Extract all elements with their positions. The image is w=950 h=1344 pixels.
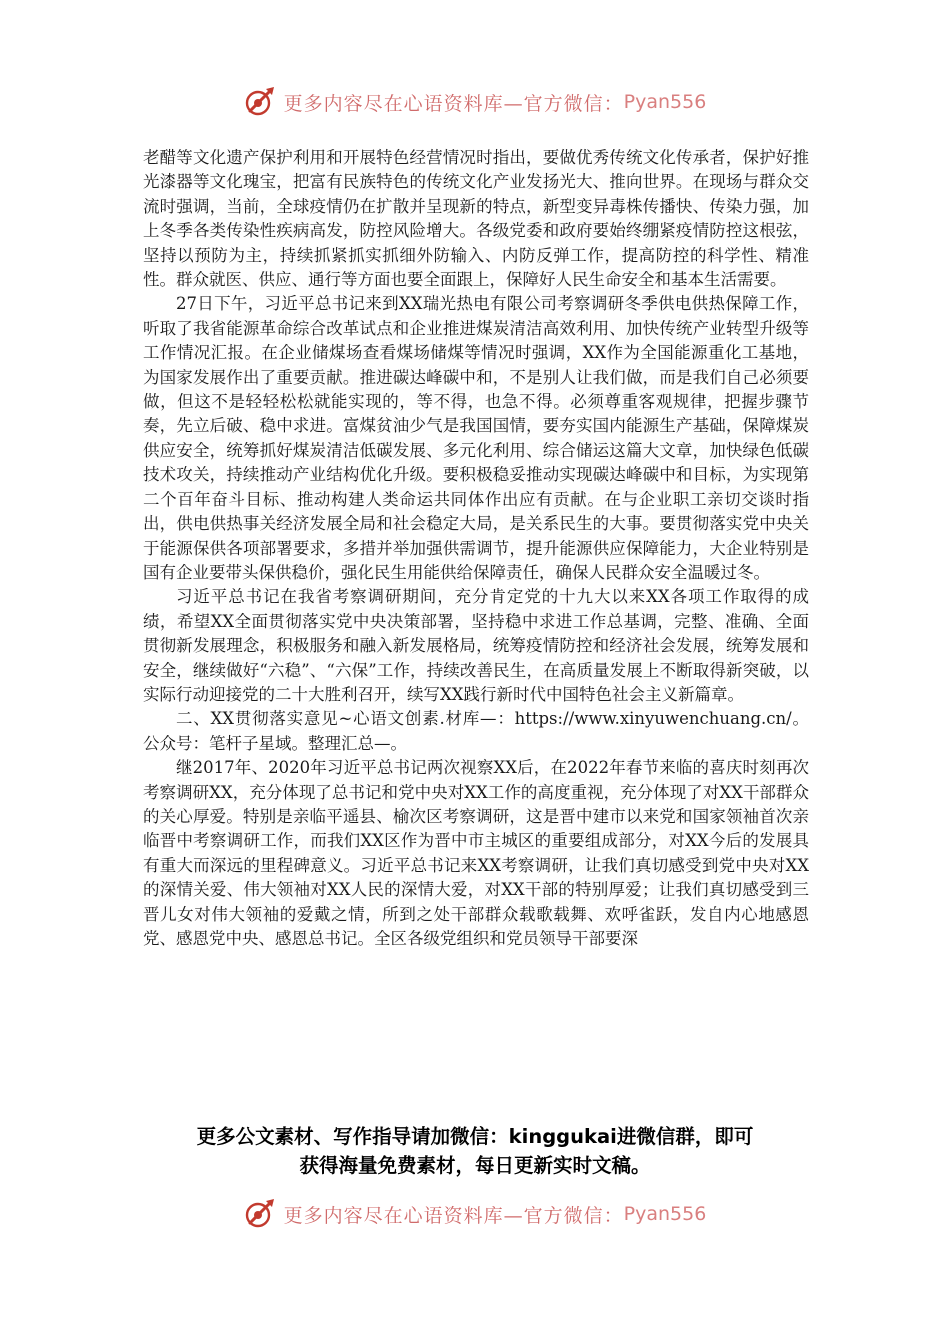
- footer-banner-text: 更多内容尽在心语资料库—官方微信：: [283, 1204, 624, 1227]
- paragraph-2: 27日下午，习近平总书记来到XX瑞光热电有限公司考察调研冬季供电供热保障工作，听取了我省能源革命综合改革试点和企业推进煤炭清洁高效利用、加快传统产业转型升级等工作情况汇报。在企业储煤场查看煤场储煤等情况时强调，XX作为全国能源重化工基地，为国家发展作出了重要贡献。推进碳达峰碳中和，不是别人让我们做，而是我们自己必须要做，但这不是轻轻松松就能实现的，等不得，也急不得。必须尊重客观规律，把握步骤节奏，先立后破、稳中求进。富煤贫油少气是我国国情，要夯实国内能源生产基础，保障煤炭供应安全，统筹抓好煤炭清洁低碳发展、多元化利用、综合储运这篇大文章，加快绿色低碳技术攻关，持续推动产业结构优化升级。要积极稳妥推动实现碳达峰碳中和目标，为实现第二个百年奋斗目标、推动构建人类命运共同体作出应有贡献。在与企业职工亲切交谈时指出，供电供热事关经济发展全局和社会稳定大局，是关系民生的大事。要贯彻落实党中央关于能源保供各项部署要求，多措并举加强供需调节，提升能源供应保障能力，大企业特别是国有企业要带头保供稳价，强化民生用能供给保障责任，确保人民群众安全温暖过冬。: [143, 294, 809, 582]
- paragraph-4-section-heading: 二、XX贯彻落实意见~心语文创素.材库—：https://www.xinyuwenchuang.cn/。公众号：笔杆子星域。整理汇总—。: [143, 709, 809, 753]
- header-banner-text: 更多内容尽在心语资料库—官方微信：: [283, 92, 624, 115]
- pen-logo-icon: [244, 85, 278, 119]
- promo-line-2: 获得海量免费素材，每日更新实时文稿。: [299, 1154, 651, 1177]
- paragraph-1: 老醋等文化遗产保护利用和开展特色经营情况时指出，要做优秀传统文化传承者，保护好推光漆器等文化瑰宝，把富有民族特色的传统文化产业发扬光大、推向世界。在现场与群众交流时强调，当前，全球疫情仍在扩散并呈现新的特点，新型变异毒株传播快、传染力强，加上冬季各类传染性疾病高发，防控风险增大。各级党委和政府要始终绷紧疫情防控这根弦，坚持以预防为主，持续抓紧抓实抓细外防输入、内防反弹工作，提高防控的科学性、精准性。群众就医、供应、通行等方面也要全面跟上，保障好人民生命安全和基本生活需要。: [143, 148, 809, 290]
- pen-logo-icon: [244, 1197, 278, 1231]
- promo-line-1: 更多公文素材、写作指导请加微信：kinggukai进微信群，即可: [196, 1125, 754, 1148]
- header-wechat-id: Pyan556: [623, 91, 707, 113]
- promo-notice: [120, 1122, 830, 1180]
- paragraph-5: 继2017年、2020年习近平总书记两次视察XX后，在2022年春节来临的喜庆时刻再次考察调研XX，充分体现了总书记和党中央对XX工作的高度重视，充分体现了对XX干部群众的关心厚爱。特别是亲临平遥县、榆次区考察调研，这是晋中建市以来党和国家领袖首次亲临晋中考察调研工作，而我们XX区作为晋中市主城区的重要组成部分，对XX今后的发展具有重大而深远的里程碑意义。习近平总书记来XX考察调研，让我们真切感受到党中央对XX的深情关爱、伟大领袖对XX人民的深情大爱，对XX干部的特别厚爱；让我们真切感受到三晋儿女对伟大领袖的爱戴之情，所到之处干部群众载歌载舞、欢呼雀跃，发自内心地感恩党、感恩党中央、感恩总书记。全区各级党组织和党员领导干部要深: [143, 758, 809, 948]
- header-banner: [0, 84, 950, 120]
- footer-wechat-id: Pyan556: [623, 1203, 707, 1225]
- document-body: [143, 146, 809, 951]
- paragraph-3: 习近平总书记在我省考察调研期间，充分肯定党的十九大以来XX各项工作取得的成绩，希望XX全面贯彻落实党中央决策部署，坚持稳中求进工作总基调，完整、准确、全面贯彻新发展理念，积极服务和融入新发展格局，统筹疫情防控和经济社会发展，统筹发展和安全，继续做好“六稳”、“六保”工作，持续改善民生，在高质量发展上不断取得新突破，以实际行动迎接党的二十大胜利召开，续写XX践行新时代中国特色社会主义新篇章。: [143, 587, 809, 704]
- footer-banner: [0, 1196, 950, 1232]
